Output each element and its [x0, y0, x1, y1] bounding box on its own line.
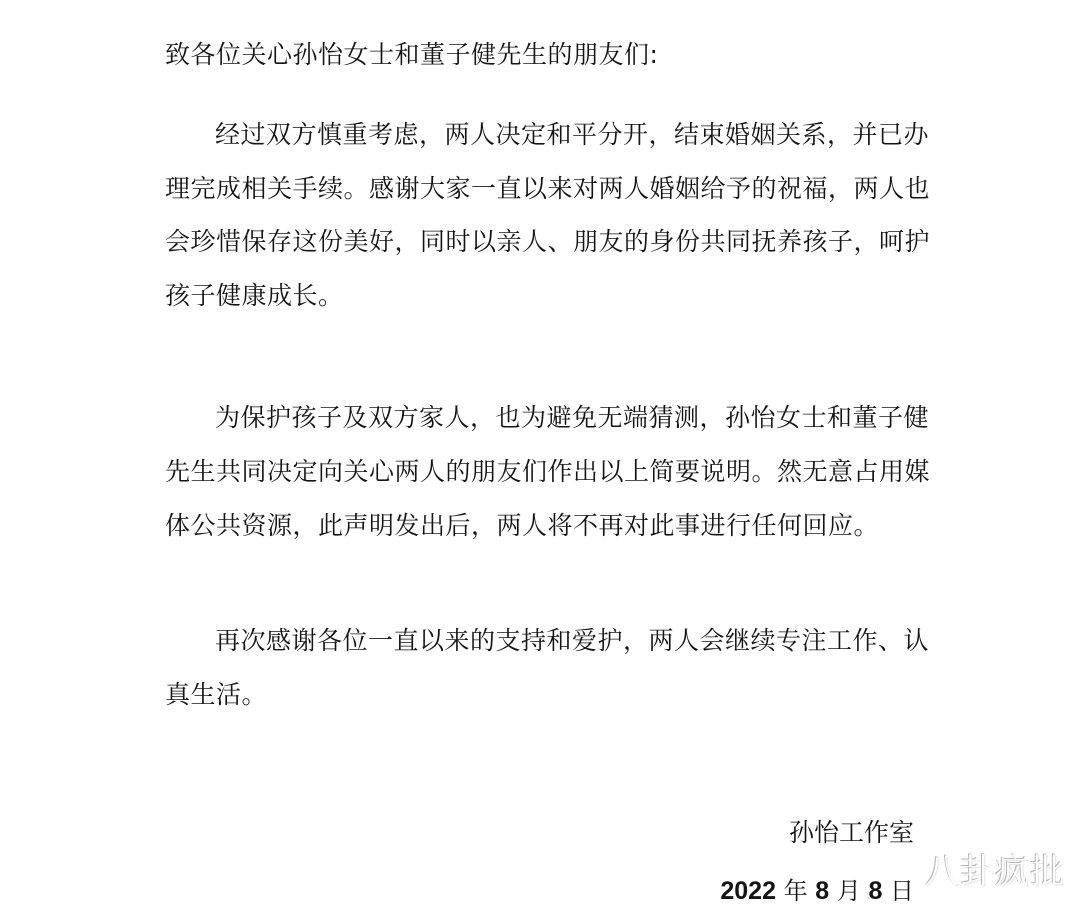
- paragraph-line: 体公共资源，此声明发出后，两人将不再对此事进行任何回应。: [165, 511, 880, 540]
- watermark: 八卦疯批: [925, 852, 1065, 892]
- paragraph-line: 会珍惜保存这份美好，同时以亲人、朋友的身份共同抚养孩子，呵护: [165, 227, 931, 256]
- date-day-unit: 日: [890, 877, 914, 905]
- paragraph-line: 先生共同决定向关心两人的朋友们作出以上简要说明。然无意占用媒: [165, 457, 931, 486]
- paragraph-line: 经过双方慎重考虑，两人决定和平分开，结束婚姻关系，并已办: [215, 120, 930, 149]
- salutation: 致各位关心孙怡女士和董子健先生的朋友们:: [165, 40, 659, 69]
- date-month: 8: [815, 877, 830, 905]
- paragraph-line: 为保护孩子及双方家人，也为避免无端猜测，孙怡女士和董子健: [215, 403, 930, 432]
- paragraph-line: 再次感谢各位一直以来的支持和爱护，两人会继续专注工作、认: [215, 626, 930, 655]
- paragraph-line: 理完成相关手续。感谢大家一直以来对两人婚姻给予的祝福，两人也: [165, 174, 931, 203]
- signature: 孙怡工作室: [788, 818, 914, 847]
- date-day: 8: [868, 877, 883, 905]
- date-year: 2022: [720, 877, 776, 905]
- paragraph-line: 真生活。: [165, 680, 268, 709]
- date-year-unit: 年: [783, 877, 808, 905]
- paragraph-line: 孩子健康成长。: [165, 281, 344, 310]
- date: [720, 876, 914, 906]
- date-month-unit: 月: [836, 877, 861, 905]
